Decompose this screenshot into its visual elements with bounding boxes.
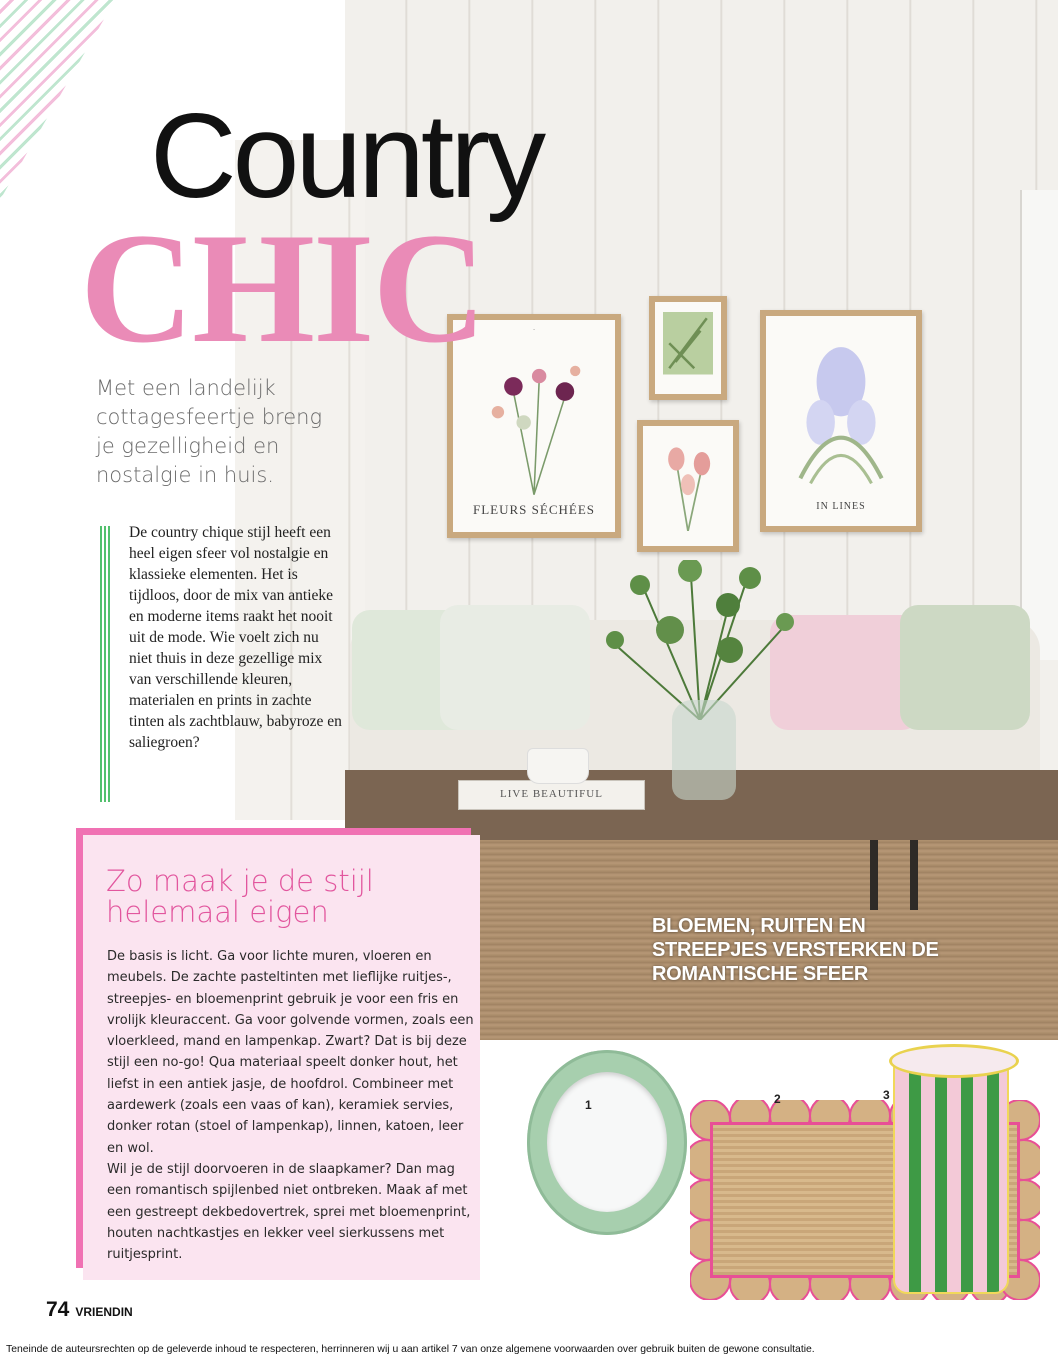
flower-bouquet-illustration: [467, 340, 601, 495]
poster-leaves: [649, 296, 727, 400]
page-footer: [46, 1298, 133, 1322]
poster-flowers-in-lines: [760, 310, 922, 532]
round-mirror-product: [527, 1050, 687, 1235]
title-country: Country: [150, 89, 543, 223]
poster-fleurs-sechees: · FLEURS SÉCHÉES: [447, 314, 621, 538]
product-number-3: 3: [883, 1088, 890, 1102]
poster-caption: FLEURS SÉCHÉES: [473, 502, 595, 517]
tips-box-title: Zo maak je de stijl helemaal eigen: [106, 864, 374, 929]
page-number: 74: [46, 1298, 70, 1321]
tips-paragraph-2: Wil je de stijl doorvoeren in de slaapkamer? Dan mag een romantisch spijlenbed niet ontbreken. Maak af met een gestreept dekbedovertrek, sprei met bloemenprint, houten nachtkastjes en lekker veel sierkussens met ruitjesprint.: [107, 1161, 471, 1263]
copyright-notice: Teneinde de auteursrechten op de geleverde inhoud te respecteren, herrinneren wij u aan artikel 7 van onze algemene voorwaarden over gebruik buiten de gewone consultatie.: [0, 1342, 1058, 1358]
table-leg: [910, 840, 918, 910]
product-number-2: 2: [774, 1092, 781, 1106]
striped-vase-product: [893, 1050, 1009, 1294]
tips-paragraph-1: De basis is licht. Ga voor lichte muren, vloeren en meubels. De zachte pasteltinten met lieflijke ruitjes-, streepjes- en bloemenprint gebruik je voor een fris en vrolijk kleuraccent. Ga voor golvende vormen, zoals een vloerkleed, mand en lampenkap. Zwart? Dat is bij deze stijl een no-go! Qua materiaal speelt donker hout, het liefst in een antiek jasje, de hoofdrol. Combineer met aardewerk (zoals een vaas of kan), keramiek servies, donker rotan (stoel of lampenkap), linnen, katoen, leer en wol.: [107, 949, 474, 1156]
product-number-1: 1: [585, 1098, 592, 1112]
ceramic-bowl: [527, 748, 589, 784]
body-text: De country chique stijl heeft een heel eigen sfeer vol nostalgie en klassieke elementen. Het is tijdloos, door de mix van antieke en moderne items raakt het nooit uit de mode. Wie voelt zich nu niet thuis in deze gezellige mix van verschillende kleuren, materialen en prints in zachte tinten als zachtblauw, babyroze en saliegroen?: [129, 524, 342, 751]
iris-illustration: [780, 336, 902, 489]
book: [458, 780, 645, 810]
green-bars: [100, 526, 110, 802]
decorative-stripes: [0, 0, 115, 200]
tulip-illustration: [653, 438, 723, 531]
title-chic: CHIC: [80, 201, 485, 376]
book-title: LIVE BEAUTIFUL: [500, 788, 603, 800]
poster-tulips: [637, 420, 739, 552]
floral-pillow: [440, 605, 590, 730]
leaf-illustration: [663, 312, 713, 375]
tips-box-text: [107, 946, 482, 1265]
greenery-plant: [600, 560, 800, 720]
intro-text: Met een landelijk cottagesfeertje breng je gezelligheid en nostalgie in huis.: [96, 376, 323, 487]
green-pillow: [900, 605, 1030, 730]
poster-caption: IN LINES: [816, 501, 866, 512]
pull-quote: BLOEMEN, RUITEN EN STREEPJES VERSTERKEN DE ROMANTISCHE SFEER: [652, 915, 939, 985]
bookshelf: [1020, 190, 1058, 660]
mirror-glass: [547, 1072, 667, 1212]
glass-vase: [672, 700, 736, 800]
vase-mouth: [889, 1044, 1019, 1078]
magazine-name: VRIENDIN: [75, 1305, 133, 1319]
table-leg: [870, 840, 878, 910]
